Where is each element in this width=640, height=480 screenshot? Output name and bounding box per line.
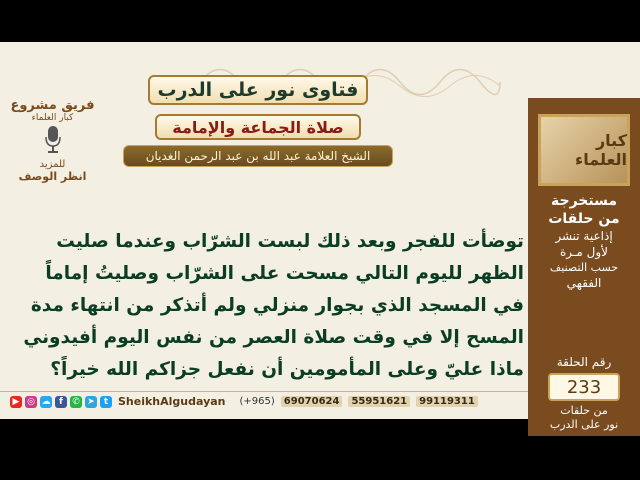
soundcloud-icon[interactable]: ☁ [41,396,51,407]
category-title: صلاة الجماعة والإمامة [155,114,361,140]
phone-numbers [240,396,478,407]
country-code: (+965) [239,396,275,407]
team-logo [10,98,95,228]
footer-bar [0,391,528,411]
episode-label: رقم الحلقة [556,355,612,369]
panel-line: من حلقات [548,211,620,227]
sheikh-name: الشيخ العلامة عبد الله بن عبد الرحمن الغديان [123,145,393,167]
phone-number: 69070624 [281,396,343,407]
question-line: ماذا عليّ وعلى المأمومين أن نفعل جزاكم الله خيراً؟ [50,359,524,380]
episode-source [528,404,640,432]
team-logo-line4: انظر الوصف [18,170,87,183]
panel-line: مستخرجة [550,193,617,209]
team-logo-line3: للمزيد [39,159,66,170]
whatsapp-icon[interactable]: ✆ [70,396,82,408]
microphone-icon [43,125,63,153]
youtube-icon[interactable]: ▶ [10,396,22,408]
episode-source-line2: نور على الدرب [549,418,619,431]
social-icons [10,396,112,408]
instagram-icon[interactable]: ◎ [25,396,37,408]
panel-line: حسب التصنيف [549,261,619,274]
panel-description [528,192,640,291]
question-line: توضأت للفجر وبعد ذلك لبست الشرّاب وعندما صليت [56,231,524,252]
question-text [12,226,524,386]
panel-line: إذاعية تنشر [555,229,613,243]
episode-source-line1: من حلقات [560,404,608,417]
team-logo-line2: كبار العلماء [31,113,74,123]
video-frame [0,42,640,431]
twitter-icon[interactable]: t [100,396,112,408]
episode-number: 233 [548,373,620,401]
question-line: في المسجد الذي بجوار منزلي ولم أتذكر من انتهاء مدة [30,295,524,316]
channel-handle: SheikhAlgudayan [118,395,226,408]
question-line: المسح إلا في وقت صلاة العصر من نفس اليوم أفيدوني [23,327,524,348]
question-line: الظهر لليوم التالي مسحت على الشرّاب وصليتُ إماماً [45,263,524,284]
phone-number: 99119311 [416,396,478,407]
team-logo-line1: فريق مشروع [10,98,95,113]
telegram-icon[interactable]: ➤ [85,396,97,408]
series-title: فتاوى نور على الدرب [148,75,368,105]
panel-line: لأول مـرة [559,245,609,259]
phone-number: 55951621 [348,396,410,407]
kibar-ulama-logo: كبار العلماء [538,114,630,186]
facebook-icon[interactable]: f [55,396,67,408]
panel-line: الفقهي [566,276,602,290]
